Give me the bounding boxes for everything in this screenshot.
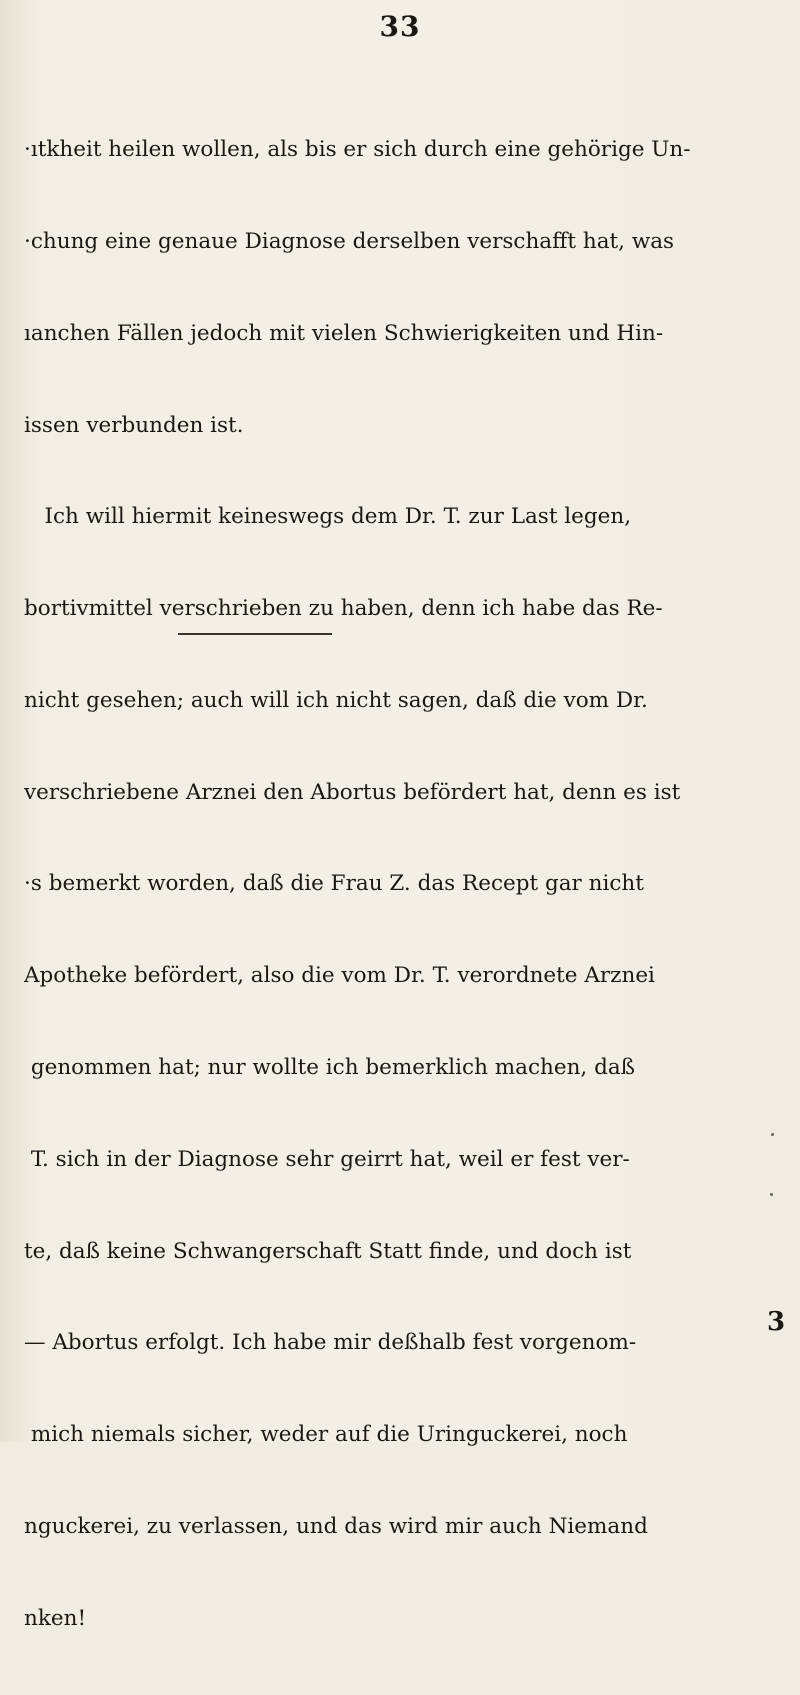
- text-line: Apotheke befördert, also die vom Dr. T. verordnete Arznei: [24, 963, 655, 989]
- text-line: nken!: [24, 1605, 87, 1631]
- text-line: T. sich in der Diagnose sehr geirrt hat, weil er fest ver-: [24, 1146, 630, 1172]
- text-line: bortivmittel verschrieben zu haben, denn ich habe das Re-: [24, 596, 663, 622]
- text-line: Ich will hiermit keineswegs dem Dr. T. zur Last legen,: [24, 504, 632, 530]
- paper-speck: [770, 1193, 773, 1196]
- text-line: verschriebene Arznei den Abortus befördert hat, denn es ist: [24, 779, 681, 805]
- page-number: 33: [379, 10, 421, 43]
- body-text: [24, 74, 794, 1695]
- paper-speck: [771, 1133, 774, 1136]
- signature-mark: 3: [767, 1307, 786, 1337]
- text-line: te, daß keine Schwangerschaft Statt finde, und doch ist: [24, 1238, 632, 1264]
- text-line: mich niemals sicher, weder auf die Uringuckerei, noch: [24, 1422, 628, 1448]
- text-line: ıanchen Fällen jedoch mit vielen Schwierigkeiten und Hin-: [24, 320, 664, 346]
- text-line: genommen hat; nur wollte ich bemerklich machen, daß: [24, 1055, 636, 1080]
- text-line: issen verbunden ist.: [24, 412, 244, 438]
- text-line: ·ıtkheit heilen wollen, als bis er sich durch eine gehörige Un-: [24, 137, 691, 163]
- text-line: nicht gesehen; auch will ich nicht sagen, daß die vom Dr.: [24, 687, 648, 713]
- text-line: nguckerei, zu verlassen, und das wird mir auch Niemand: [24, 1513, 648, 1539]
- text-line: ·s bemerkt worden, daß die Frau Z. das Recept gar nicht: [24, 871, 644, 897]
- text-line: ·chung eine genaue Diagnose derselben verschafft hat, was: [24, 228, 675, 254]
- section-divider: [178, 633, 332, 635]
- text-line: — Abortus erfolgt. Ich habe mir deßhalb fest vorgenom-: [24, 1330, 637, 1356]
